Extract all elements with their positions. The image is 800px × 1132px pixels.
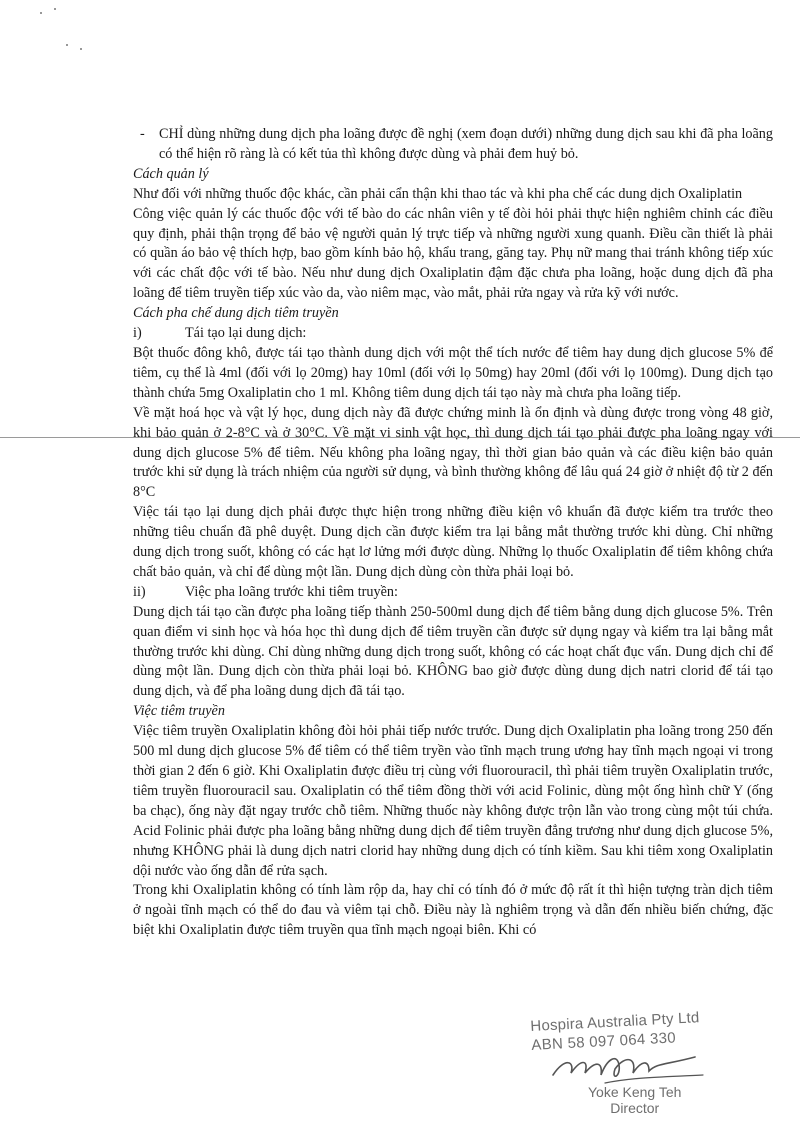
- numbered-item-2: [133, 583, 773, 603]
- bullet-dash: -: [140, 126, 145, 142]
- stamp-abn: ABN 58 097 064 330: [530, 1029, 677, 1054]
- paragraph-reconstitution-3: Việc tái tạo lại dung dịch phải được thực hiện trong những điều kiện vô khuẩn đã được kiểm tra trước theo những tiêu chuẩn đã phê duyệt. Dung dịch cần được kiểm tra lại bằng mắt thường trước khi dùng. Chỉ những dung dịch trong suốt, không có các hạt lơ lửng mới được dùng. Những lọ thuốc Oxaliplatin để tiêm không chứa chất bảo quản, và chỉ để dùng một lần. Dung dịch dùng còn thừa phải loại bỏ.: [133, 504, 773, 580]
- signer-block: [588, 1084, 681, 1116]
- paragraph-reconstitution-1: Bột thuốc đông khô, được tái tạo thành dung dịch với một thể tích nước để tiêm hay dung dịch glucose 5% để tiêm, cụ thể là 4ml (đối với lọ 20mg) hay 10ml (đối với lọ 50mg) hay 20ml (đối với lọ 100mg). Dung dịch tạo thành chứa 5mg Oxaliplatin cho 1 ml. Không tiêm dung dịch tái tạo này mà chưa pha loãng tiếp.: [133, 344, 773, 401]
- signer-title: Director: [610, 1100, 660, 1116]
- heading-handling: Cách quản lý: [133, 165, 209, 182]
- item-number: i): [133, 325, 142, 342]
- bullet-text: CHỈ dùng những dung dịch pha loãng được đề nghị (xem đoạn dưới) những dung dịch sau khi đã pha loãng có thể hiện rõ ràng là có kết tủa thì không được dùng và phải đem huỷ bỏ.: [159, 126, 773, 162]
- heading-preparation: Cách pha chế dung dịch tiêm truyền: [133, 305, 339, 322]
- stamp-company: Hospira Australia Pty Ltd: [530, 1009, 700, 1035]
- numbered-item-1: [133, 324, 773, 344]
- document-body: [133, 125, 773, 941]
- item-title: Việc pha loãng trước khi tiêm truyền:: [185, 583, 398, 600]
- paragraph-infusion-1: Việc tiêm truyền Oxaliplatin không đòi hỏi phải tiếp nước trước. Dung dịch Oxaliplatin pha loãng trong 250 đến 500 ml dung dịch glucose 5% để tiêm có thể tiêm tryền vào tĩnh mạch trung ương hay tĩnh mạch ngoại vi trong thời gian 2 đến 6 giờ. Khi Oxaliplatin được điều trị cùng với fluorouracil, thì phải tiêm truyền Oxaliplatin trước, tiêm truyền fluorouracil sau. Oxaliplatin có thể tiêm đồng thời với acid Folinic, dùng một ống hình chữ Y (ống ba chạc), ống này đặt ngay trước chỗ tiêm. Những thuốc này không được trộn lẫn vào trong cùng một túi chứa. Acid Folinic phải được pha loãng bằng những dung dịch để tiêm truyền đẳng trương như dung dịch glucose 5%, nhưng KHÔNG phải là dung dịch natri clorid hay những dung dịch có tính kiềm. Sau khi tiêm xong Oxaliplatin dội nước vào ống dẫn để rửa sạch.: [133, 723, 773, 879]
- item-number: ii): [133, 583, 146, 600]
- heading-infusion: Việc tiêm truyền: [133, 703, 225, 720]
- item-title: Tái tạo lại dung dịch:: [185, 325, 307, 342]
- paragraph-reconstitution-2: Về mặt hoá học và vật lý học, dung dịch này đã được chứng minh là ổn định và dùng được trong vòng 48 giờ, khi bảo quản ở 2-8°C và ở 30°C. Về mặt vi sinh vật học, thì dung dịch tái tạo phải được pha loãng ngay với dung dịch glucose 5% để tiêm. Nếu không pha loãng ngay, thì thời gian bảo quản và các điều kiện bảo quản trước khi sử dụng là trách nhiệm của người sử dụng, và bình thường không để lâu quá 24 giờ ở nhiệt độ từ 2 đến 8°C: [133, 404, 773, 501]
- signer-name: Yoke Keng Teh: [588, 1084, 682, 1100]
- paragraph-handling-1: Như đối với những thuốc độc khác, cần phải cẩn thận khi thao tác và khi pha chế các dung dịch Oxaliplatin: [133, 185, 743, 202]
- signature-image: [545, 1047, 715, 1087]
- paragraph-dilution: Dung dịch tái tạo cần được pha loãng tiếp thành 250-500ml dung dịch để tiêm bằng dung dịch glucose 5%. Trên quan điểm vi sinh học và hóa học thì dung dịch để tiêm truyền cần được sử dụng ngay và kiểm tra lại bằng mắt thường trước khi dùng. Chỉ dùng những dung dịch trong suốt, không có các hoạt chất đục vẩn. Dung dịch chỉ để dùng một lần. Dung dịch còn thừa phải loại bỏ. KHÔNG bao giờ được dùng dung dịch natri clorid để tái tạo dung dịch, và để pha loãng dung dịch đã tái tạo.: [133, 603, 773, 700]
- paragraph-handling-2: Công việc quản lý các thuốc độc với tế bào do các nhân viên y tế đòi hỏi phải thực hiện nghiêm chỉnh các điều quy định, phải thận trọng để bảo vệ người quản lý trực tiếp và những người xung quanh. Điều cần thiết là phải có quần áo bảo vệ thích hợp, bao gồm kính bảo hộ, khẩu trang, găng tay. Phụ nữ mang thai tránh không tiếp xúc với các chất độc với tế bào. Nếu như dung dịch Oxaliplatin đậm đặc chưa pha loãng, hoặc dung dịch đã pha loãng để tiêm truyền tiếp xúc vào da, vào niêm mạc, vào mắt, phải rửa ngay và rửa kỹ với nước.: [133, 205, 773, 302]
- paragraph-infusion-2: Trong khi Oxaliplatin không có tính làm rộp da, hay chỉ có tính đó ở mức độ rất ít thì hiện tượng tràn dịch tiêm ở ngoài tĩnh mạch có thể do đau và viêm tại chỗ. Điều này là nghiêm trọng và dẫn đến nhiều biến chứng, đặc biệt khi Oxaliplatin được tiêm truyền qua tĩnh mạch ngoại biên. Khi có: [133, 882, 773, 939]
- bullet-item: [133, 125, 773, 165]
